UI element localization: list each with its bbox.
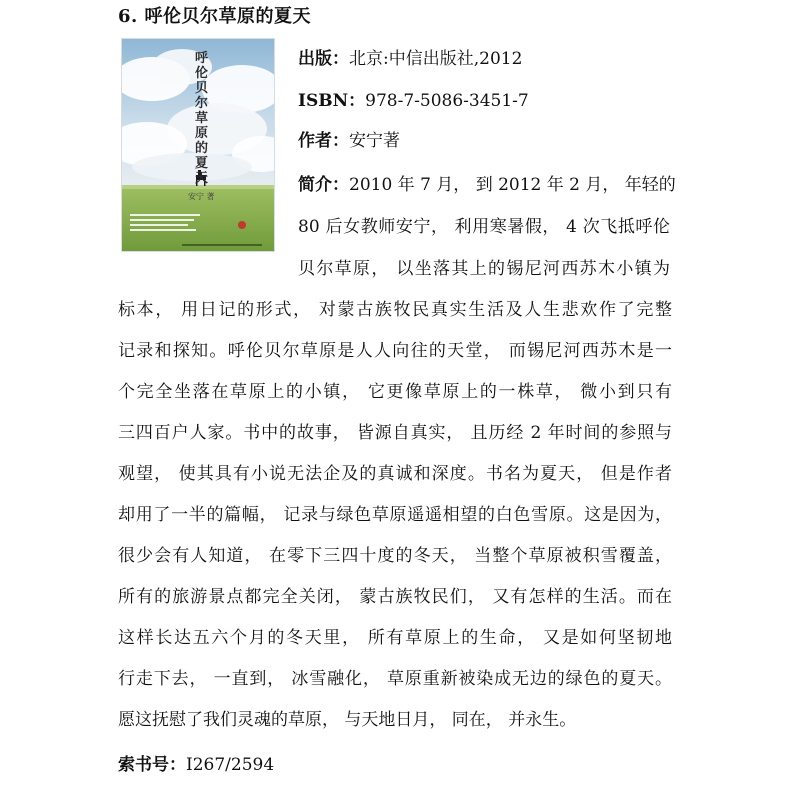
body-line: 很少会有人知道， 在零下三四十度的冬天， 当整个草原被积雪覆盖， [118,546,672,566]
book-cover-image [121,38,275,252]
publisher-label: 出版： [298,49,349,69]
author-line [298,126,400,151]
cover-title-vertical: 呼伦贝尔草原的夏天 [195,51,209,186]
intro-line: 贝尔草原， 以坐落其上的锡尼河西苏木小镇为 [298,259,670,279]
call-number-value: I267/2594 [186,755,275,775]
section-title: 6. 呼伦贝尔草原的夏天 [118,6,312,27]
intro-line [298,170,676,195]
body-line: 这样长达五六个月的冬天里， 所有草原上的生命， 又是如何坚韧地 [118,628,672,648]
body-line: 三四百户人家。书中的故事， 皆源自真实， 且历经 2 年时间的参照与 [118,423,672,443]
body-line: 所有的旅游景点都完全关闭， 蒙古族牧民们， 又有怎样的生活。而在 [118,587,672,607]
body-line: 愿这抚慰了我们灵魂的草原， 与天地日月， 同在， 并永生。 [118,710,577,730]
intro-text: 2010 年 7 月， 到 2012 年 2 月， 年轻的 [349,175,676,195]
isbn-line [298,86,529,111]
publisher-value: 北京:中信出版社,2012 [349,49,523,69]
publisher-line [298,44,522,69]
cover-author: 安宁 著 [188,192,215,201]
isbn-label: ISBN： [298,91,366,111]
body-line: 标本， 用日记的形式， 对蒙古族牧民真实生活及人生悲欢作了完整 [118,300,672,320]
body-line: 记录和探知。呼伦贝尔草原是人人向往的天堂， 而锡尼河西苏木是一 [118,341,672,361]
call-number-label: 索书号： [118,755,186,775]
author-label: 作者： [298,131,349,151]
intro-label: 简介： [298,175,349,195]
author-value: 安宁著 [349,131,400,151]
body-line: 却用了一半的篇幅， 记录与绿色草原遥遥相望的白色雪原。这是因为， [118,505,672,525]
body-line: 行走下去， 一直到， 冰雪融化， 草原重新被染成无边的绿色的夏天。 [118,669,672,689]
body-line: 观望， 使其具有小说无法企及的真诚和深度。书名为夏天， 但是作者 [118,464,672,484]
body-line: 个完全坐落在草原上的小镇， 它更像草原上的一株草， 微小到只有 [118,382,672,402]
intro-line: 80 后女教师安宁， 利用寒暑假， 4 次飞抵呼伦 [298,217,670,237]
call-number-line [118,750,274,775]
isbn-value: 978-7-5086-3451-7 [365,91,529,111]
